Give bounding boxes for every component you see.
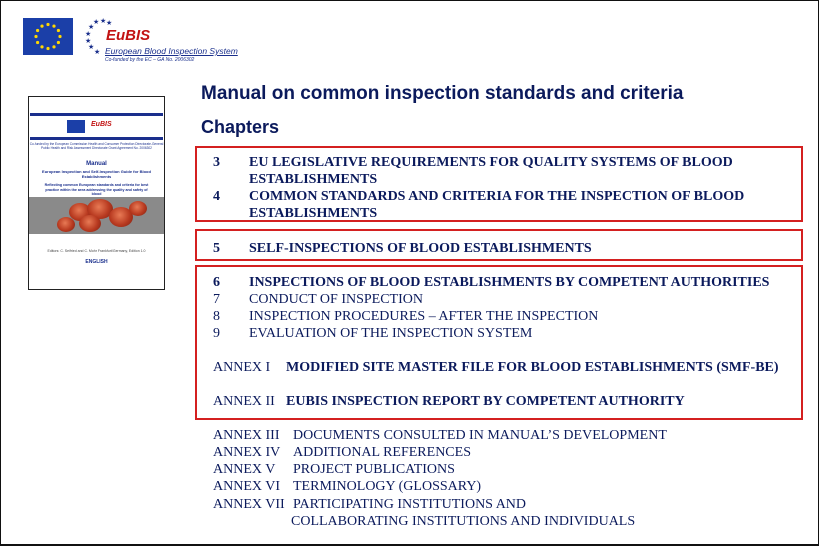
annex-item-ii: ANNEX II EUBIS INSPECTION REPORT BY COMPETENT AUTHORITY xyxy=(213,394,685,409)
svg-text:★: ★ xyxy=(94,48,101,56)
cover-bar xyxy=(30,137,163,140)
eubis-logo-name: EuBIS xyxy=(106,27,151,44)
page-title: Manual on common inspection standards and criteria xyxy=(201,83,684,104)
cover-subtitle-2: Reflecting common European standards and criteria for best practice within the area addressing the quality and safety of blood xyxy=(44,183,149,196)
manual-cover-thumbnail xyxy=(28,96,165,290)
cover-language: ENGLISH xyxy=(85,259,108,265)
cover-blood-cells-image xyxy=(29,197,164,234)
eu-flag-logo xyxy=(23,18,73,55)
cover-header-text: Co-funded by the European Commission Health and Consumer Protection Directorate-General Public Health and Risk Assessment Directorate Grant Agreement No. 2006302 xyxy=(29,142,164,150)
annex-item-vi: ANNEX VI TERMINOLOGY (GLOSSARY) xyxy=(213,479,482,494)
chapter-item-8: 8 INSPECTION PROCEDURES – AFTER THE INSPECTION xyxy=(213,309,599,324)
eubis-logo-fullname[interactable]: European Blood Inspection System xyxy=(105,46,238,56)
chapter-item-9: 9 EVALUATION OF THE INSPECTION SYSTEM xyxy=(213,326,533,341)
chapter-item-4: 4 COMMON STANDARDS AND CRITERIA FOR THE INSPECTION OF BLOOD xyxy=(213,189,745,204)
annex-item-vii-cont: COLLABORATING INSTITUTIONS AND INDIVIDUALS xyxy=(291,514,636,529)
cover-subtitle: European Inspection and Self-Inspection Guide for Blood Establishments xyxy=(42,169,151,179)
chapter-item-3: 3 EU LEGISLATIVE REQUIREMENTS FOR QUALITY SYSTEMS OF BLOOD xyxy=(213,155,733,170)
svg-text:★: ★ xyxy=(106,19,113,27)
chapter-item-7: 7 CONDUCT OF INSPECTION xyxy=(213,292,423,307)
svg-text:★: ★ xyxy=(85,37,92,45)
chapter-item-3-cont: ESTABLISHMENTS xyxy=(249,172,378,187)
annex-item-i: ANNEX I MODIFIED SITE MASTER FILE FOR BLOOD ESTABLISHMENTS (SMF-BE) xyxy=(213,360,779,375)
cover-eubis-logo: EuBIS xyxy=(91,121,112,128)
svg-text:★: ★ xyxy=(100,17,107,25)
chapter-item-5: 5 SELF-INSPECTIONS OF BLOOD ESTABLISHMENTS xyxy=(213,241,592,256)
eubis-logo-funding: Co-funded by the EC – GA No. 2006302 xyxy=(105,57,195,63)
cover-eu-flag xyxy=(67,120,85,133)
svg-text:★: ★ xyxy=(88,23,95,31)
cover-top-bar xyxy=(30,113,163,116)
annex-item-vii: ANNEX VII PARTICIPATING INSTITUTIONS AND xyxy=(213,497,527,512)
svg-text:★: ★ xyxy=(93,18,100,26)
cover-title: Manual xyxy=(86,161,107,167)
svg-text:★: ★ xyxy=(88,43,95,51)
chapter-item-4-cont: ESTABLISHMENTS xyxy=(249,206,378,221)
annex-item-iv: ANNEX IV ADDITIONAL REFERENCES xyxy=(213,445,471,460)
cover-editors: Editors: C. Seifried and C. Mohr Frankfurt/Germany, Edition 1.0 xyxy=(47,249,146,253)
chapter-item-6: 6 INSPECTIONS OF BLOOD ESTABLISHMENTS BY COMPETENT AUTHORITIES xyxy=(213,275,770,290)
chapters-heading: Chapters xyxy=(201,117,280,137)
svg-text:★: ★ xyxy=(85,30,92,38)
annex-item-v: ANNEX V PROJECT PUBLICATIONS xyxy=(213,462,455,477)
annex-item-iii: ANNEX III DOCUMENTS CONSULTED IN MANUAL’S DEVELOPMENT xyxy=(213,428,667,443)
